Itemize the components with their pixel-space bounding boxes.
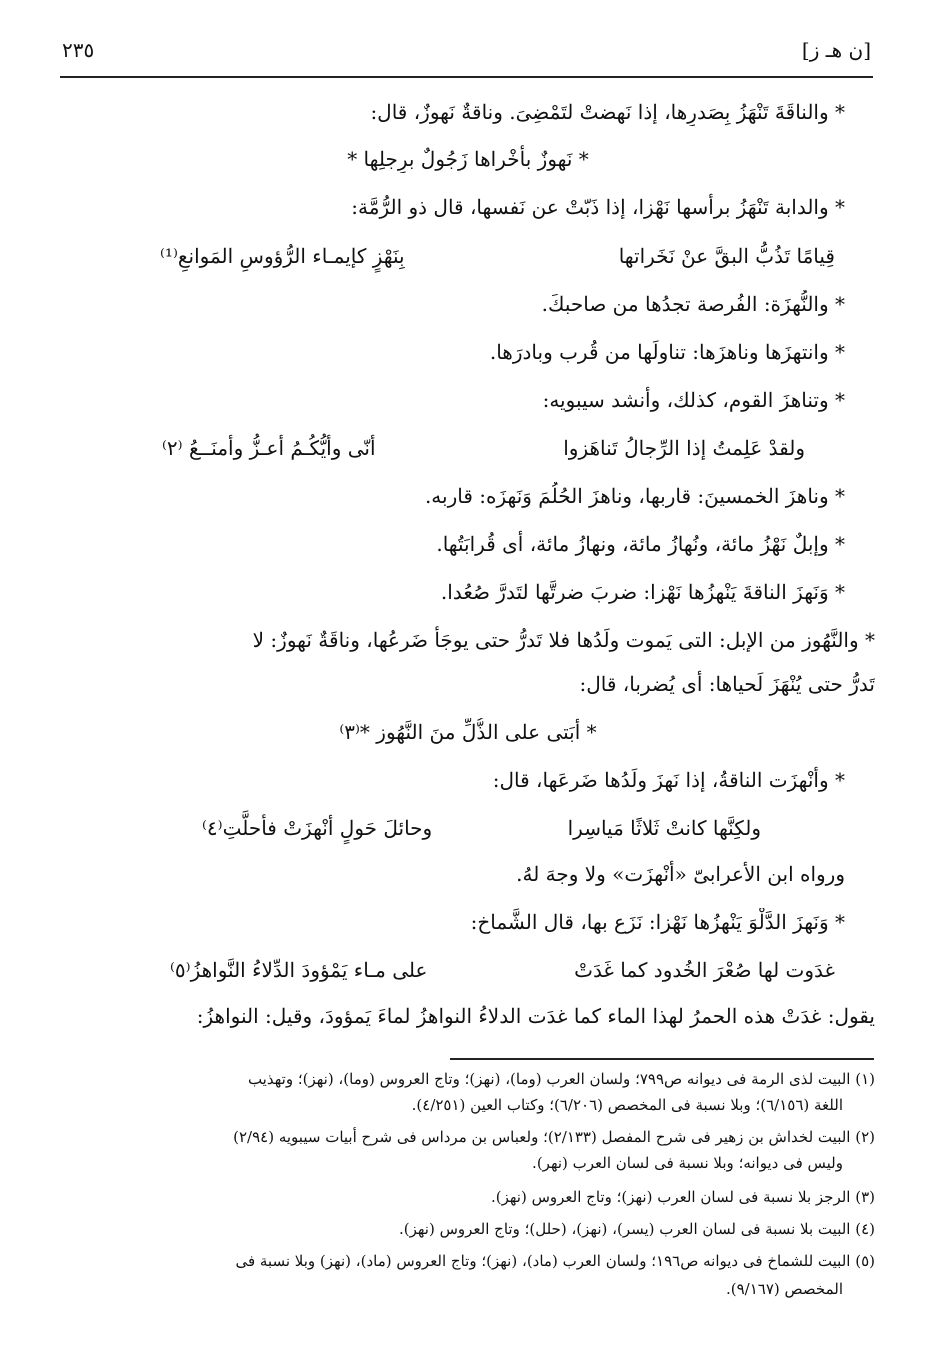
- header-rule: [60, 76, 873, 78]
- footnote-line: (١) البيت لذى الرمة فى ديوانه ص٧٩٩؛ ولسان العرب (وما)، (نهز)؛ وتاج العروس (وما)، (نهز)؛ وتهذيب: [247, 1070, 875, 1088]
- page-number: ٢٣٥: [62, 38, 95, 62]
- verse-line: * نَهوزٌ بأخْراها زَجُولٌ برِجلِها *: [347, 147, 589, 171]
- text-line: * وانتهزَها وناهزَها: تناولَها من قُرب وبادرَها.: [489, 340, 845, 364]
- verse-first-hemistich: ولكِنَّها كانتْ ثَلاثًا مَياسِرا: [567, 816, 761, 840]
- footnote-line: (٤) البيت بلا نسبة فى لسان العرب (يسر)، (نهز)، (حلل)؛ وتاج العروس (نهز).: [398, 1220, 875, 1238]
- text-line: * وتناهزَ القوم، كذلك، وأنشد سيبويه:: [542, 388, 845, 412]
- text-line: * وإبلٌ نَهْزُ مائة، ونُهازُ مائة، ونهازُ مائة، أى قُرابَتُها.: [436, 532, 845, 556]
- footnote-line: (٢) البيت لخداش بن زهير فى شرح المفصل (٢/١٣٣)؛ ولعباس بن مرداس فى شرح أبيات سيبويه (٢/٩٤): [233, 1128, 875, 1146]
- verse-second-hemistich: بِنَهْزٍ كإيمـاء الرُّؤوسِ المَوانعِ⁽¹⁾: [160, 244, 405, 268]
- verse-first-hemistich: غدَوت لها صُعْرَ الخُدود كما غَدَتْ: [574, 958, 835, 982]
- verse-first-hemistich: قِيامًا تَذُبُّ البقَّ عنْ نَخَراتها: [618, 244, 835, 268]
- text-line: * وَنَهزَ الدَّلْوَ يَنْهزُها نَهْزا: نَزَع بها، قال الشَّماخ:: [470, 910, 845, 934]
- text-line: * وناهزَ الخمسينَ: قاربها، وناهزَ الحُلُمَ وَنَهزَه: قاربه.: [424, 484, 845, 508]
- footnote-line: (٣) الرجز بلا نسبة فى لسان العرب (نهز)؛ وتاج العروس (نهز).: [491, 1188, 875, 1206]
- footnote-line: المخصص (٩/١٦٧).: [725, 1280, 843, 1298]
- text-line: * والنَّهُوز من الإبل: التى يَموت ولَدُها فلا تَدرُّ حتى يوجَأ ضَرعُها، وناقَةٌ نَهوزٌ: لا: [252, 628, 875, 652]
- text-line: * والنُّهزَة: الفُرصة تجدُها من صاحبكَ.: [541, 292, 845, 316]
- root-heading: [ن هـ ز]: [801, 38, 871, 62]
- verse-second-hemistich: وحائلَ حَولٍ أنْهزَتْ فأحلَّتِ⁽٤⁾: [202, 816, 433, 840]
- footnote-line: (٥) البيت للشماخ فى ديوانه ص١٩٦؛ ولسان العرب (ماد)، (نهز)؛ وتاج العروس (ماد)، (نهز) وبلا نسبة فى: [235, 1252, 875, 1270]
- text-line: * وأنْهزَت الناقةُ، إذا نَهزَ ولَدُها ضَرعَها، قال:: [492, 768, 845, 792]
- text-line: * والدابة تَنْهَزُ برأسها نَهْزا، إذا ذَبّتْ عن نَفسها، قال ذو الرُّمَّة:: [351, 195, 845, 219]
- footnote-line: اللغة (٦/١٥٦)؛ وبلا نسبة فى المخصص (٦/٢٠٦)؛ وكتاب العين (٤/٢٥١).: [411, 1096, 843, 1114]
- text-line: يقول: غدَتْ هذه الحمرُ لهذا الماء كما غدَت الدلاءُ النواهزُ لماءَ يَمؤودَ، وقيل: النواهزُ:: [196, 1004, 875, 1028]
- text-line: تَدرُّ حتى يُنْهَزَ لَحياها: أى يُضربا، قال:: [579, 672, 875, 696]
- footnote-rule: [450, 1058, 874, 1060]
- text-line: * والناقَةَ تَنْهَزُ بِصَدرِها، إذا نَهضتْ لتَمْضِىَ. وناقةٌ نَهوزٌ، قال:: [370, 100, 845, 124]
- verse-second-hemistich: أنّى وأيُّكُـمُ أعـزُّ وأمنَــعُ ⁽٢⁾: [162, 436, 376, 460]
- footnote-line: وليس فى ديوانه؛ وبلا نسبة فى لسان العرب (نهر).: [532, 1154, 843, 1172]
- text-line: * وَنَهزَ الناقةَ يَنْهزُها نَهْزا: ضربَ ضرتَّها لتَدرَّ صُعُدا.: [440, 580, 845, 604]
- text-line: ورواه ابن الأعرابىّ «أنْهزَت» ولا وجهَ لهُ.: [516, 862, 845, 886]
- verse-second-hemistich: على مـاء يَمْؤودَ الدِّلاءُ النَّواهزُ⁽٥⁾: [170, 958, 428, 982]
- verse-first-hemistich: ولقدْ عَلِمتُ إذا الرِّجالُ تَناهَزوا: [563, 436, 805, 460]
- verse-line: * أبَتى على الذُّلِّ منَ النَّهُوز *⁽٣⁾: [339, 720, 597, 744]
